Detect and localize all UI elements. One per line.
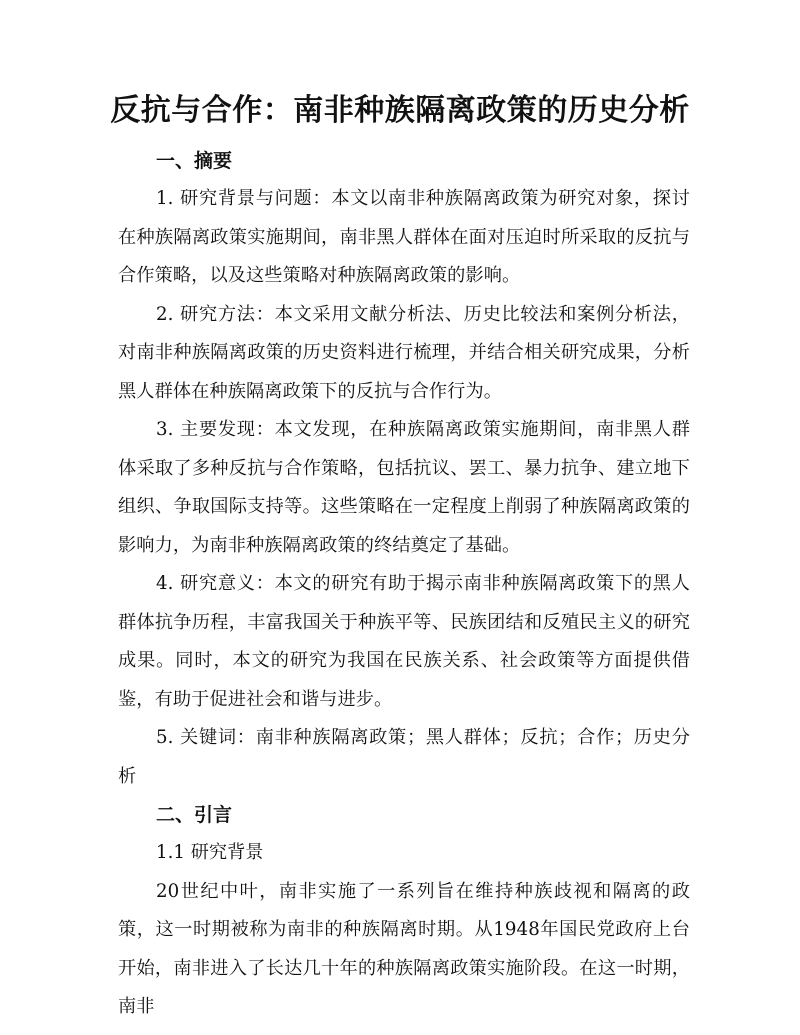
- section-heading-intro: 二、引言: [156, 804, 233, 826]
- intro-paragraph: 20世纪中叶，南非实施了一系列旨在维持种族歧视和隔离的政策，这一时期被称为南非的种族隔离时期。从1948年国民党政府上台开始，南非进入了长达几十年的种族隔离政策实施阶段。在这一时期，南非: [118, 880, 690, 1017]
- section-heading-abstract: 一、摘要: [156, 150, 233, 172]
- document-title: 反抗与合作：南非种族隔离政策的历史分析: [110, 93, 690, 128]
- abstract-item-background: 1. 研究背景与问题：本文以南非种族隔离政策为研究对象，探讨在种族隔离政策实施期间，南非黑人群体在面对压迫时所采取的反抗与合作策略，以及这些策略对种族隔离政策的影响。: [118, 188, 690, 286]
- document-body: [118, 142, 690, 1027]
- abstract-item-findings: 3. 主要发现：本文发现，在种族隔离政策实施期间，南非黑人群体采取了多种反抗与合作策略，包括抗议、罢工、暴力抗争、建立地下组织、争取国际支持等。这些策略在一定程度上削弱了种族隔离政策的影响力，为南非种族隔离政策的终结奠定了基础。: [118, 419, 690, 556]
- subsection-heading-background: 1.1 研究背景: [156, 842, 264, 863]
- abstract-item-keywords: 5. 关键词：南非种族隔离政策；黑人群体；反抗；合作；历史分析: [118, 727, 690, 787]
- abstract-item-significance: 4. 研究意义：本文的研究有助于揭示南非种族隔离政策下的黑人群体抗争历程，丰富我国关于种族平等、民族团结和反殖民主义的研究成果。同时，本文的研究为我国在民族关系、社会政策等方面提供借鉴，有助于促进社会和谐与进步。: [118, 573, 690, 710]
- abstract-item-methods: 2. 研究方法：本文采用文献分析法、历史比较法和案例分析法，对南非种族隔离政策的历史资料进行梳理，并结合相关研究成果，分析黑人群体在种族隔离政策下的反抗与合作行为。: [118, 303, 690, 402]
